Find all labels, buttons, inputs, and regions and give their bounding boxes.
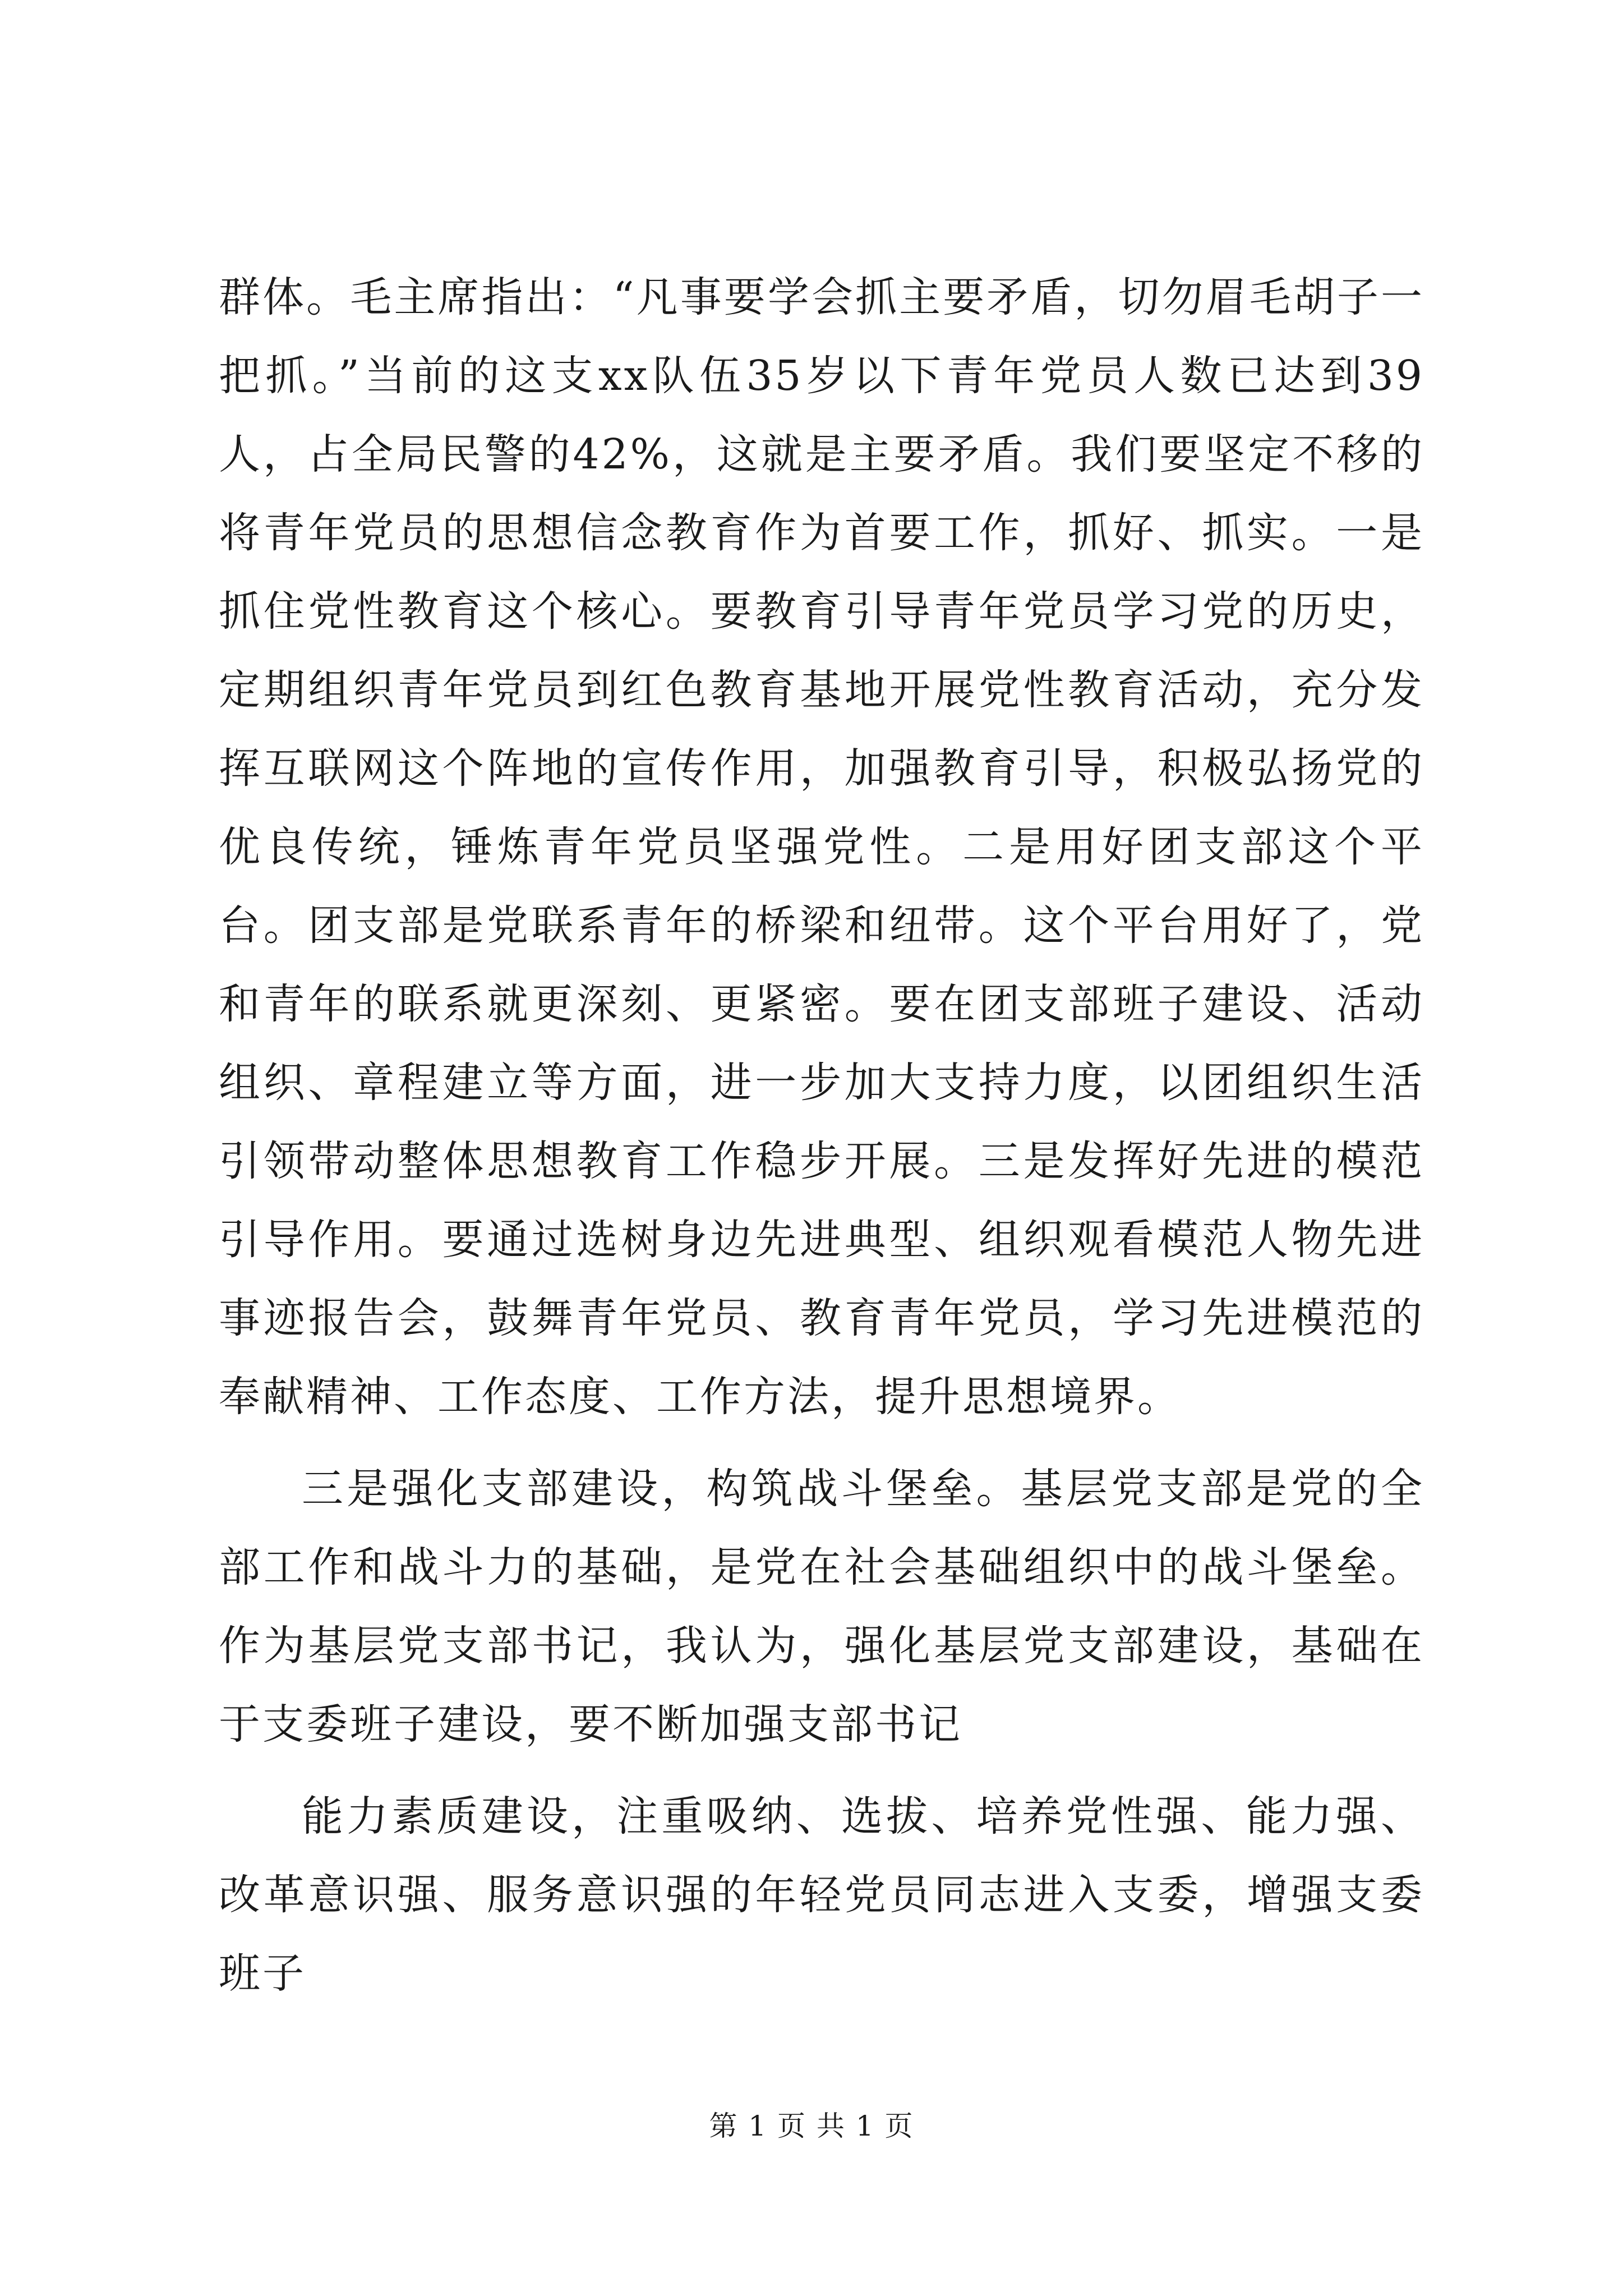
paragraph-3: 能力素质建设，注重吸纳、选拔、培养党性强、能力强、改革意识强、服务意识强的年轻党员同志进入支委，增强支委班子 (219, 1792, 1424, 1998)
document-body (219, 258, 1424, 2013)
paragraph-2: 三是强化支部建设，构筑战斗堡垒。基层党支部是党的全部工作和战斗力的基础，是党在社会基础组织中的战斗堡垒。作为基层党支部书记，我认为，强化基层党支部建设，基础在于支委班子建设，要不断加强支部书记 (219, 1465, 1424, 1749)
page-footer: 第 1 页 共 1 页 (709, 2110, 914, 2142)
paragraph-1: 群体。毛主席指出：“凡事要学会抓主要矛盾，切勿眉毛胡子一把抓。”当前的这支xx队伍35岁以下青年党员人数已达到39人，占全局民警的42%，这就是主要矛盾。我们要坚定不移的将青年党员的思想信念教育作为首要工作，抓好、抓实。一是抓住党性教育这个核心。要教育引导青年党员学习党的历史，定期组织青年党员到红色教育基地开展党性教育活动，充分发挥互联网这个阵地的宣传作用，加强教育引导，积极弘扬党的优良传统，锤炼青年党员坚强党性。二是用好团支部这个平台。团支部是党联系青年的桥梁和纽带。这个平台用好了，党和青年的联系就更深刻、更紧密。要在团支部班子建设、活动组织、章程建立等方面，进一步加大支持力度，以团组织生活引领带动整体思想教育工作稳步开展。三是发挥好先进的模范引导作用。要通过选树身边先进典型、组织观看模范人物先进事迹报告会，鼓舞青年党员、教育青年党员，学习先进模范的奉献精神、工作态度、工作方法，提升思想境界。 (219, 273, 1424, 1421)
